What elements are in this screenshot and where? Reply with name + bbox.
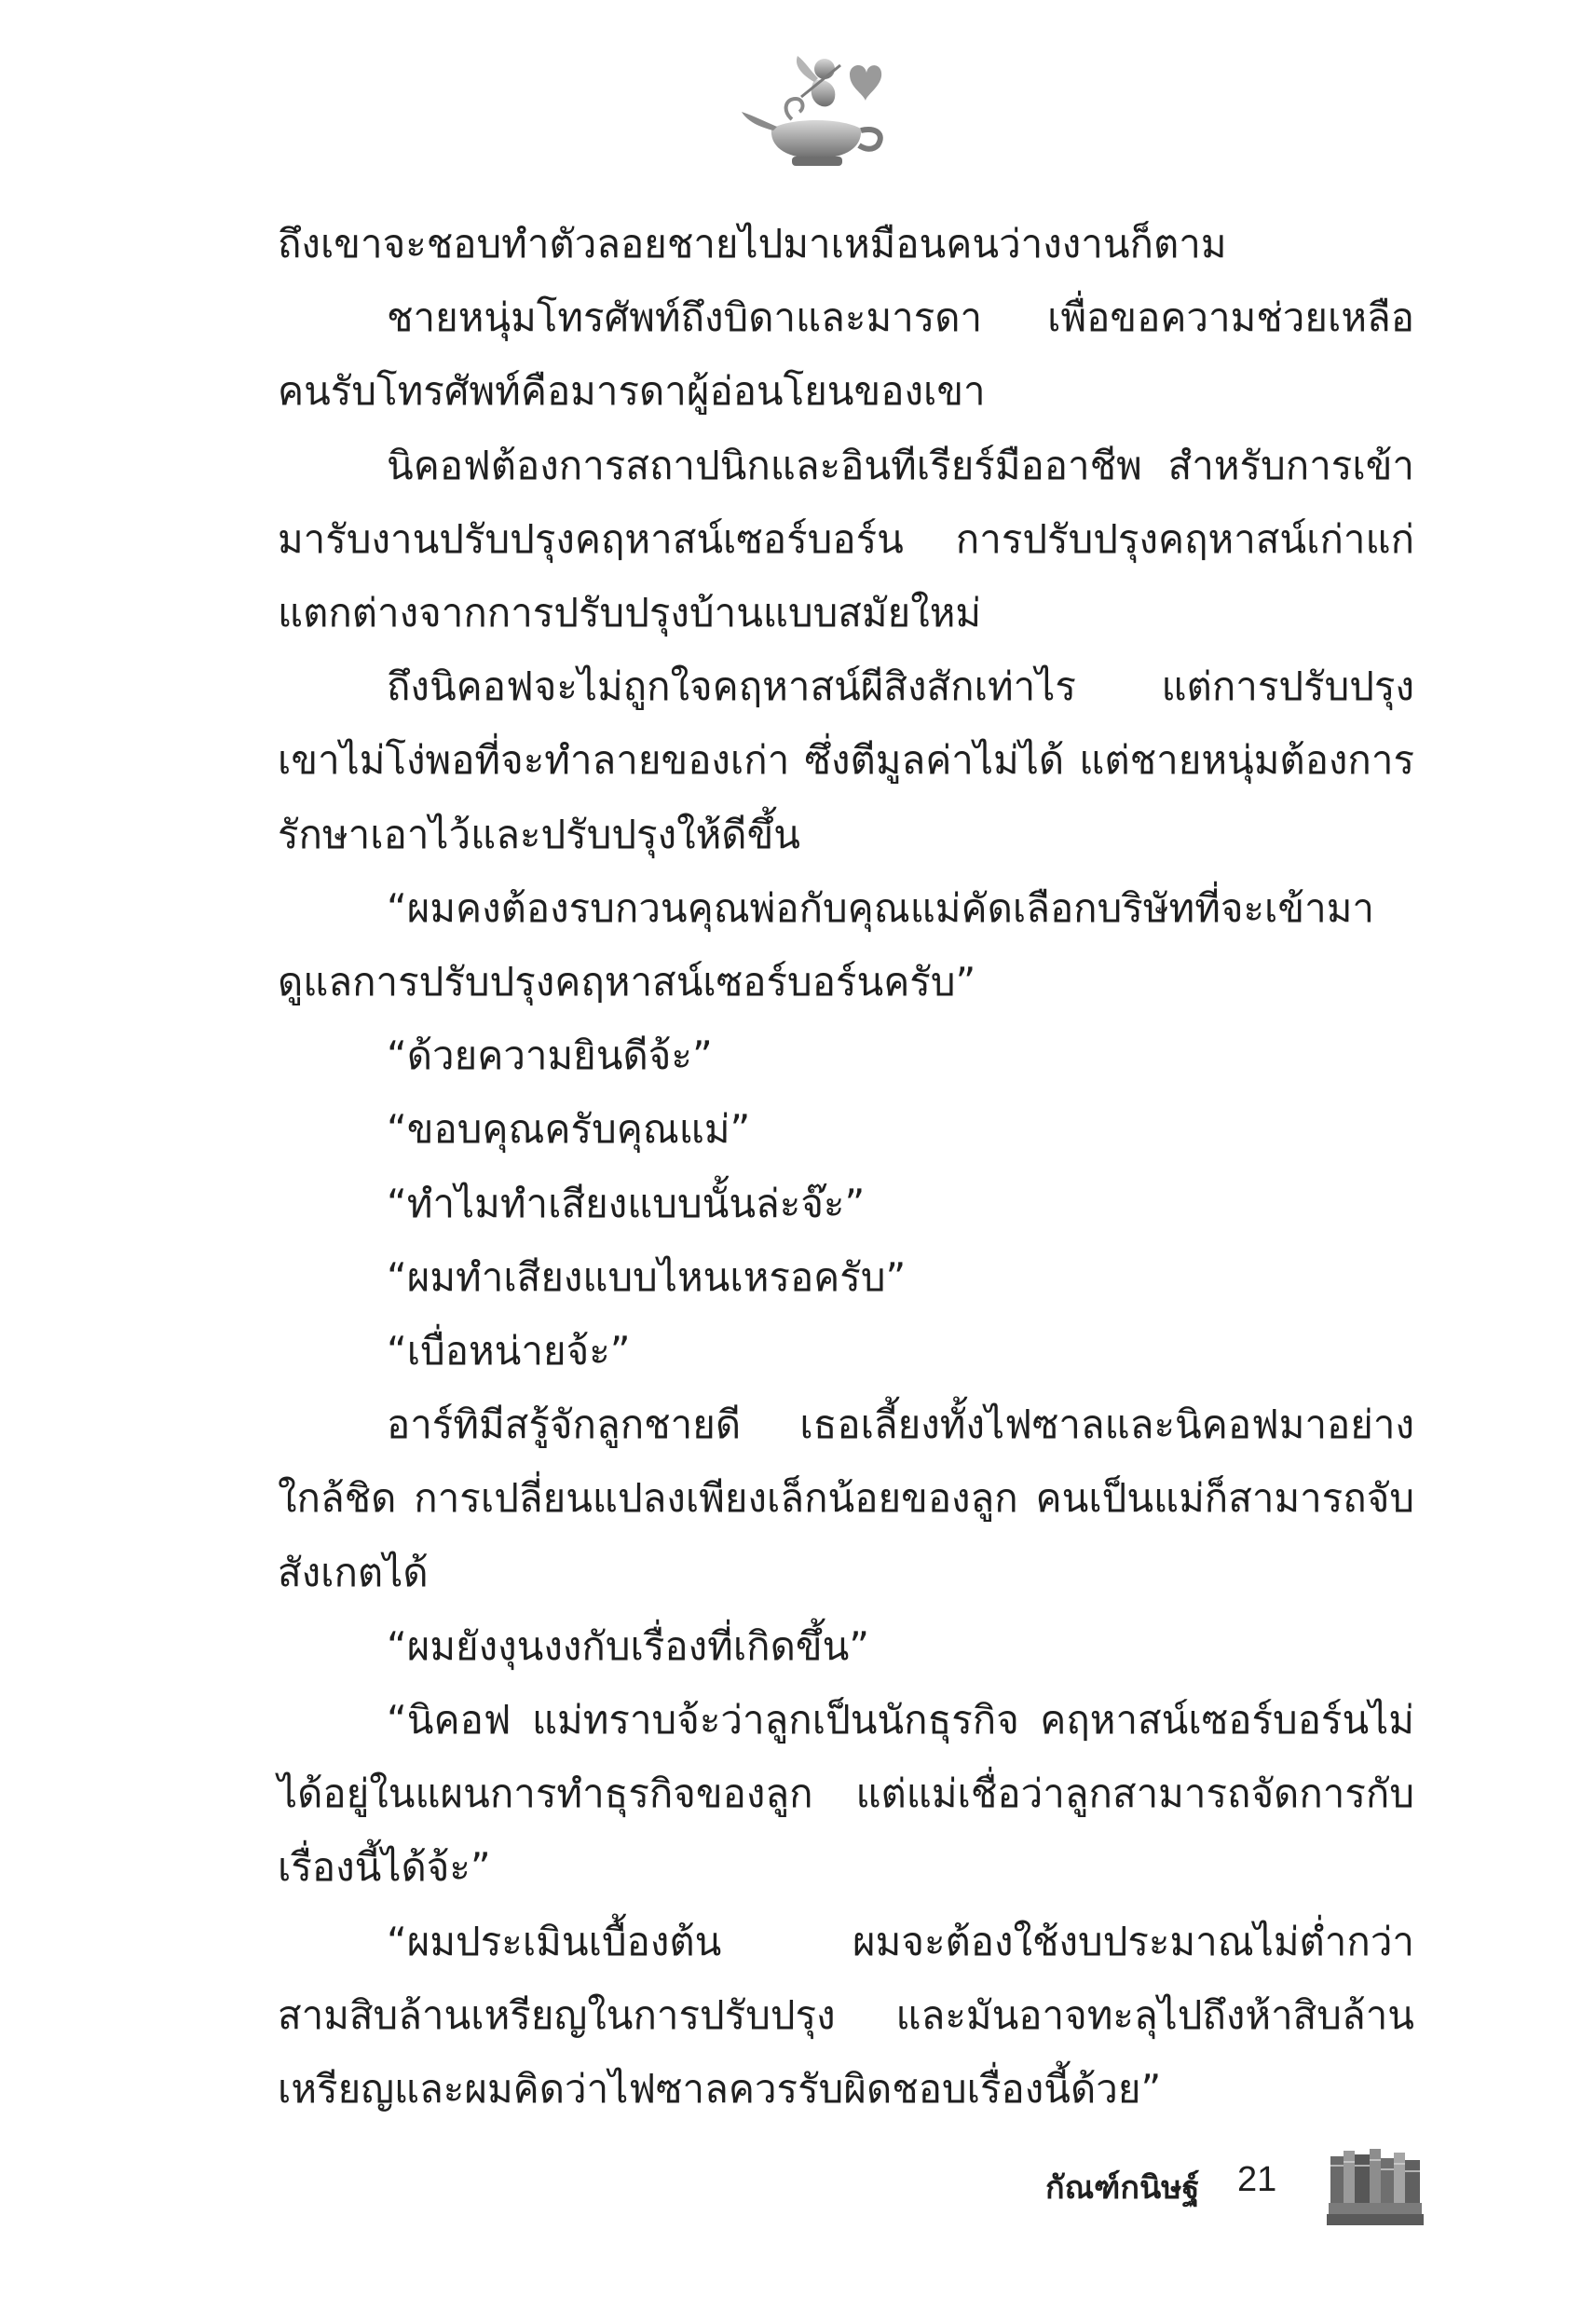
paragraph: “ผมประเมินเบื้องต้น ผมจะต้องใช้งบประมาณไม่ต่ำกว่าสามสิบล้านเหรียญในการปรับปรุง และมันอาจทะลุไปถึงห้าสิบล้านเหรียญและผมคิดว่าไฟซาลควรรับผิดชอบเรื่องนี้ด้วย” [278,1918,1414,2113]
page-number: 21 [1237,2160,1277,2199]
footer-book-title: กัณฑ์กนิษฐ์ [1045,2169,1200,2207]
paragraph: “ด้วยความยินดีจ้ะ” [387,1032,713,1079]
paragraph: “ผมทำเสียงแบบไหนเหรอครับ” [387,1253,907,1300]
paragraph: “ขอบคุณครับคุณแม่” [387,1106,751,1153]
teapot-cupid-ornament-icon [736,37,894,177]
paragraph: ถึงนิคอฟจะไม่ถูกใจคฤหาสน์ผีสิงสักเท่าไร แต่การปรับปรุง เขาไม่โง่พอที่จะทำลายของเก่า ซึ่งตีมูลค่าไม่ได้ แต่ชายหนุ่มต้องการรักษาเอาไว้และปรับปรุงให้ดีขึ้น [278,663,1414,857]
paragraph: “ผมคงต้องรบกวนคุณพ่อกับคุณแม่คัดเลือกบริษัทที่จะเข้ามาดูแลการปรับปรุงคฤหาสน์เซอร์บอร์นครับ” [278,884,1374,1005]
paragraph: ถึงเขาจะชอบทำตัวลอยชายไปมาเหมือนคนว่างงานก็ตาม [278,221,1227,267]
paragraph: นิคอฟต้องการสถาปนิกและอินทีเรียร์มืออาชีพ สำหรับการเข้ามารับงานปรับปรุงคฤหาสน์เซอร์บอร์น การปรับปรุงคฤหาสน์เก่าแก่แตกต่างจากการปรับปรุงบ้านแบบสมัยใหม่ [278,442,1414,636]
body-text [278,207,1414,2126]
paragraph: “นิคอฟ แม่ทราบจ้ะว่าลูกเป็นนักธุรกิจ คฤหาสน์เซอร์บอร์นไม่ได้อยู่ในแผนการทำธุรกิจของลูก แต่แม่เชื่อว่าลูกสามารถจัดการกับเรื่องนี้ได้จ้ะ” [278,1697,1414,1891]
paragraph: “ทำไมทำเสียงแบบนั้นล่ะจ๊ะ” [387,1180,866,1226]
paragraph: ชายหนุ่มโทรศัพท์ถึงบิดาและมารดา เพื่อขอความช่วยเหลือ คนรับโทรศัพท์คือมารดาผู้อ่อนโยนของเขา [278,294,1414,415]
page-footer [1025,2143,1435,2236]
paragraph: “เบื่อหน่ายจ้ะ” [387,1328,631,1374]
paragraph: อาร์ทิมีสรู้จักลูกชายดี เธอเลี้ยงทั้งไฟซาลและนิคอฟมาอย่างใกล้ชิด การเปลี่ยนแปลงเพียงเล็กน้อยของลูก คนเป็นแม่ก็สามารถจับสังเกตได้ [278,1402,1414,1595]
paragraph: “ผมยังงุนงงกับเรื่องที่เกิดขึ้น” [387,1622,870,1669]
stacked-books-icon [1323,2143,1427,2229]
